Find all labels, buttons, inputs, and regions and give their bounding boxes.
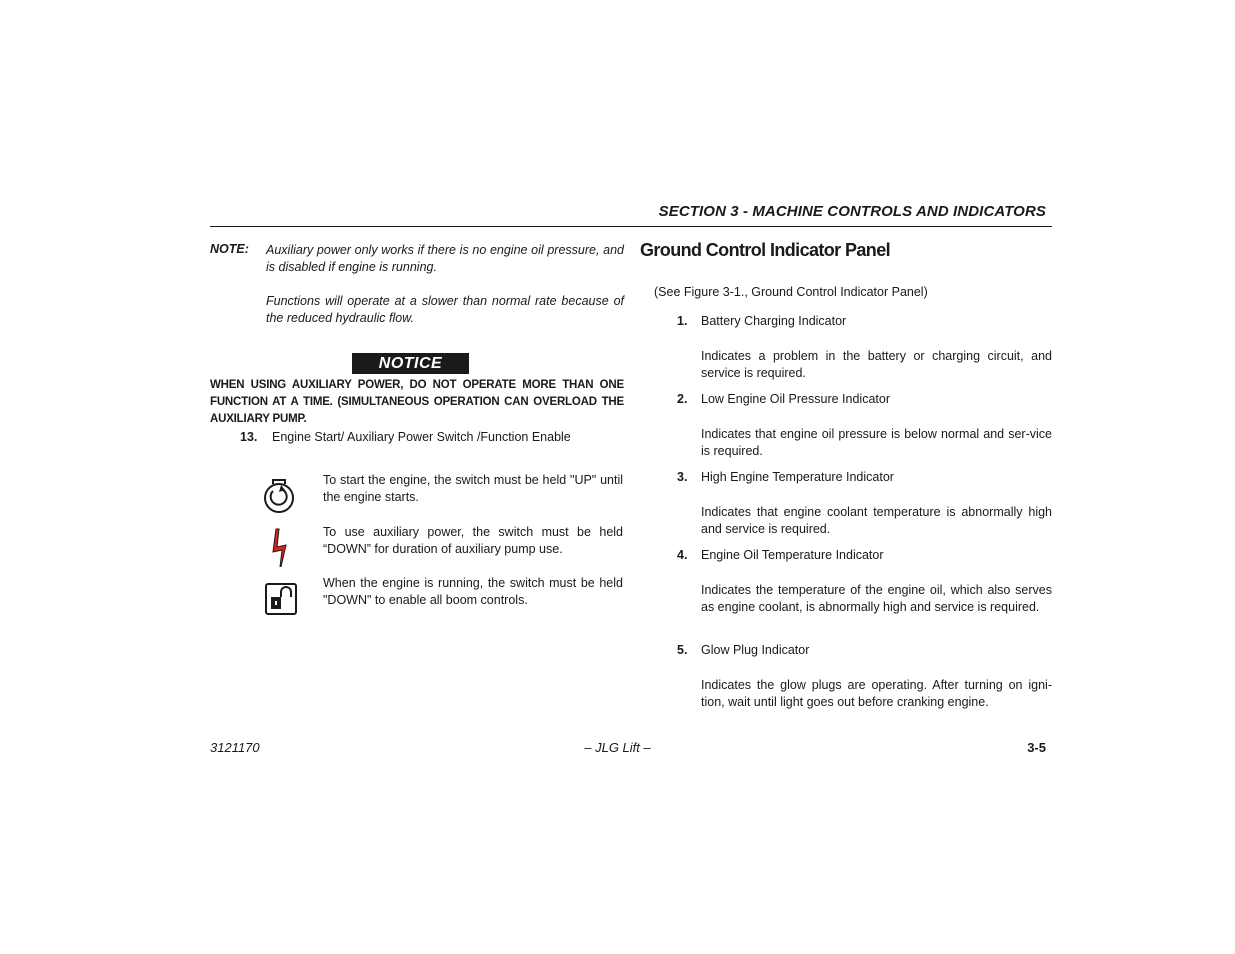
function-enable-icon [264, 581, 298, 621]
notice-text: WHEN USING AUXILIARY POWER, DO NOT OPERATE MORE THAN ONE FUNCTION AT A TIME. (SIMULTANEOUS OPERATION CAN OVERLOAD THE AUXILIARY PUMP. [210, 379, 624, 425]
item-title: Engine Start/ Auxiliary Power Switch /Function Enable [272, 430, 571, 444]
note-paragraph: Functions will operate at a slower than normal rate because of the reduced hydraulic flow. [266, 294, 624, 325]
note-paragraph: Auxiliary power only works if there is no engine oil pressure, and is disabled if engine is running. [266, 243, 624, 274]
switch-row-text: To use auxiliary power, the switch must be held “DOWN” for duration of auxiliary pump use. [323, 525, 623, 556]
indicator-number: 3. [677, 470, 688, 484]
indicator-title: Battery Charging Indicator [701, 314, 847, 328]
page-number: 3-5 [1027, 740, 1046, 755]
indicator-description: Indicates the glow plugs are operating. After turning on igni-tion, wait until light goes out before cranking engine. [701, 678, 1052, 709]
notice-badge: NOTICE [352, 353, 469, 374]
indicator-number: 5. [677, 643, 688, 657]
indicator-number: 1. [677, 314, 688, 328]
header-divider [210, 226, 1052, 227]
document-number: 3121170 [210, 740, 260, 755]
indicator-description: Indicates that engine coolant temperature is abnormally high and service is required. [701, 505, 1052, 536]
note-label: NOTE: [210, 242, 249, 256]
section-heading: Ground Control Indicator Panel [640, 240, 891, 260]
indicator-description: Indicates a problem in the battery or charging circuit, and service is required. [701, 349, 1052, 380]
item-number: 13. [240, 430, 258, 444]
footer-brand: – JLG Lift – [584, 740, 651, 755]
indicator-title: High Engine Temperature Indicator [701, 470, 894, 484]
indicator-number: 4. [677, 548, 688, 562]
engine-start-icon [262, 477, 296, 517]
switch-row-text: To start the engine, the switch must be held "UP" until the engine starts. [323, 473, 623, 504]
indicator-description: Indicates that engine oil pressure is below normal and ser-vice is required. [701, 427, 1052, 458]
indicator-title: Low Engine Oil Pressure Indicator [701, 392, 890, 406]
indicator-description: Indicates the temperature of the engine oil, which also serves as engine coolant, is abnormally high and service is required. [701, 583, 1052, 614]
indicator-title: Glow Plug Indicator [701, 643, 810, 657]
indicator-number: 2. [677, 392, 688, 406]
switch-row-text: When the engine is running, the switch must be held "DOWN" to enable all boom controls. [323, 576, 623, 607]
auxiliary-power-icon [264, 527, 298, 567]
indicator-title: Engine Oil Temperature Indicator [701, 548, 884, 562]
figure-reference: (See Figure 3-1., Ground Control Indicator Panel) [654, 285, 928, 299]
section-title: SECTION 3 - MACHINE CONTROLS AND INDICATORS [658, 203, 1046, 220]
